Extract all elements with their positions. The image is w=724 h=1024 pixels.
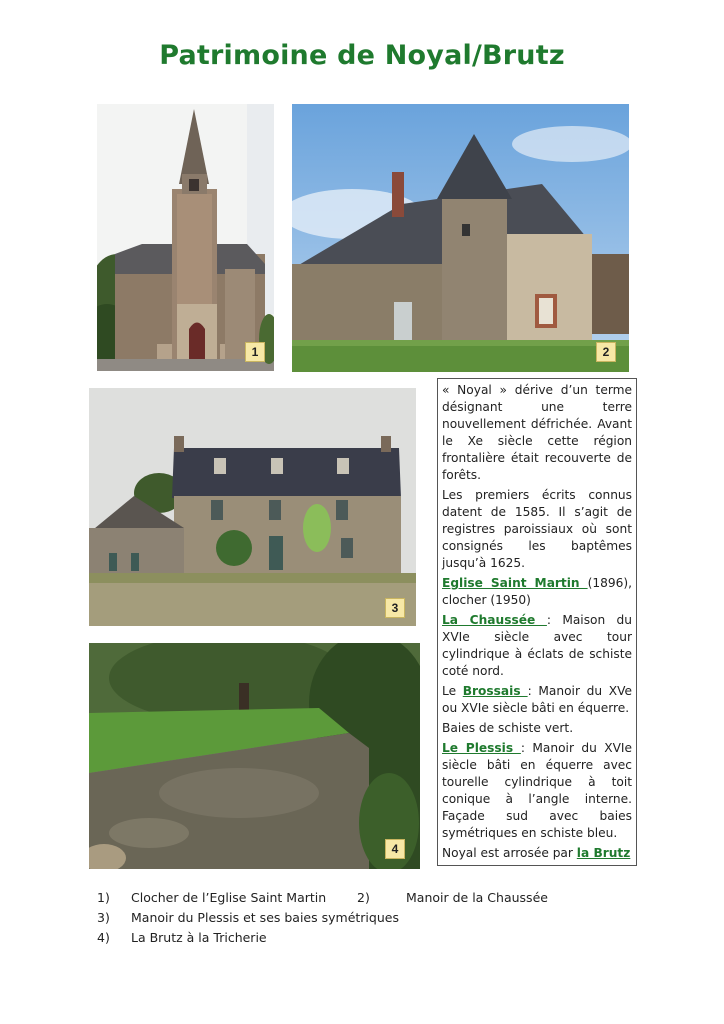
caption-text: Manoir du Plessis et ses baies symétriques: [131, 910, 399, 925]
baies-paragraph: Baies de schiste vert.: [442, 721, 574, 735]
photo-manor-plessis: [89, 388, 416, 626]
eglise-link[interactable]: Eglise Saint Martin: [442, 576, 588, 590]
eglise-paragraph: [442, 575, 632, 609]
photo-river-brutz: [89, 643, 420, 869]
caption-text: Manoir de la Chaussée: [406, 890, 548, 905]
caption-number: 1): [97, 890, 110, 905]
photo-number-2: 2: [596, 342, 616, 362]
brossais-prefix: Le: [442, 684, 463, 698]
brutz-prefix: Noyal est arrosée par: [442, 846, 577, 860]
caption-row-1: [97, 890, 657, 910]
caption-row-2: [97, 910, 657, 930]
plessis-image: [89, 388, 416, 626]
photo-number-1: 1: [245, 342, 265, 362]
caption-text: Clocher de l’Eglise Saint Martin: [131, 890, 327, 905]
photo-number-3: 3: [385, 598, 405, 618]
river-image: [89, 643, 420, 869]
photo-captions: [97, 890, 657, 950]
brossais-paragraph: [442, 683, 632, 717]
caption-number: 3): [97, 910, 110, 925]
chaussee-link[interactable]: La Chaussée: [442, 613, 547, 627]
caption-text: La Brutz à la Tricherie: [131, 930, 267, 945]
chaussee-description: : Maison du XVIe siècle avec tour cylindrique à éclats de schiste coté nord.: [442, 613, 632, 678]
brutz-paragraph: [442, 845, 632, 862]
photo-manor-chaussee: [292, 104, 629, 372]
caption-number: 2): [357, 890, 370, 905]
church-image: [97, 104, 274, 371]
brossais-description: : Manoir du XVe ou XVIe siècle bâti en équerre.: [442, 684, 632, 715]
writings-paragraph: Les premiers écrits connus datent de 1585. Il s’agit de registres paroissiaux où sont consignés les baptêmes jusqu’à 1625.: [442, 488, 632, 570]
plessis-paragraph: [442, 740, 632, 842]
plessis-link[interactable]: Le Plessis: [442, 741, 521, 755]
plessis-description: : Manoir du XVIe siècle bâti en équerre avec tourelle cylindrique à toit conique à l’angle interne. Façade sud avec baies symétriques en schiste bleu.: [442, 741, 632, 840]
page-title: Patrimoine de Noyal/Brutz: [159, 40, 565, 71]
history-text-box: [437, 378, 637, 866]
eglise-description: (1896), clocher (1950): [442, 576, 632, 607]
chaussee-image: [292, 104, 629, 372]
brossais-link[interactable]: Brossais: [462, 684, 528, 698]
photo-church: [97, 104, 274, 371]
brutz-link[interactable]: la Brutz: [576, 846, 631, 860]
photo-number-4: 4: [385, 839, 405, 859]
caption-number: 4): [97, 930, 110, 945]
intro-paragraph: « Noyal » dérive d’un terme désignant une terre nouvellement défrichée. Avant le Xe siècle cette région frontalière était recouverte de forêts.: [442, 383, 632, 482]
caption-row-3: [97, 930, 657, 950]
chaussee-paragraph: [442, 612, 632, 680]
